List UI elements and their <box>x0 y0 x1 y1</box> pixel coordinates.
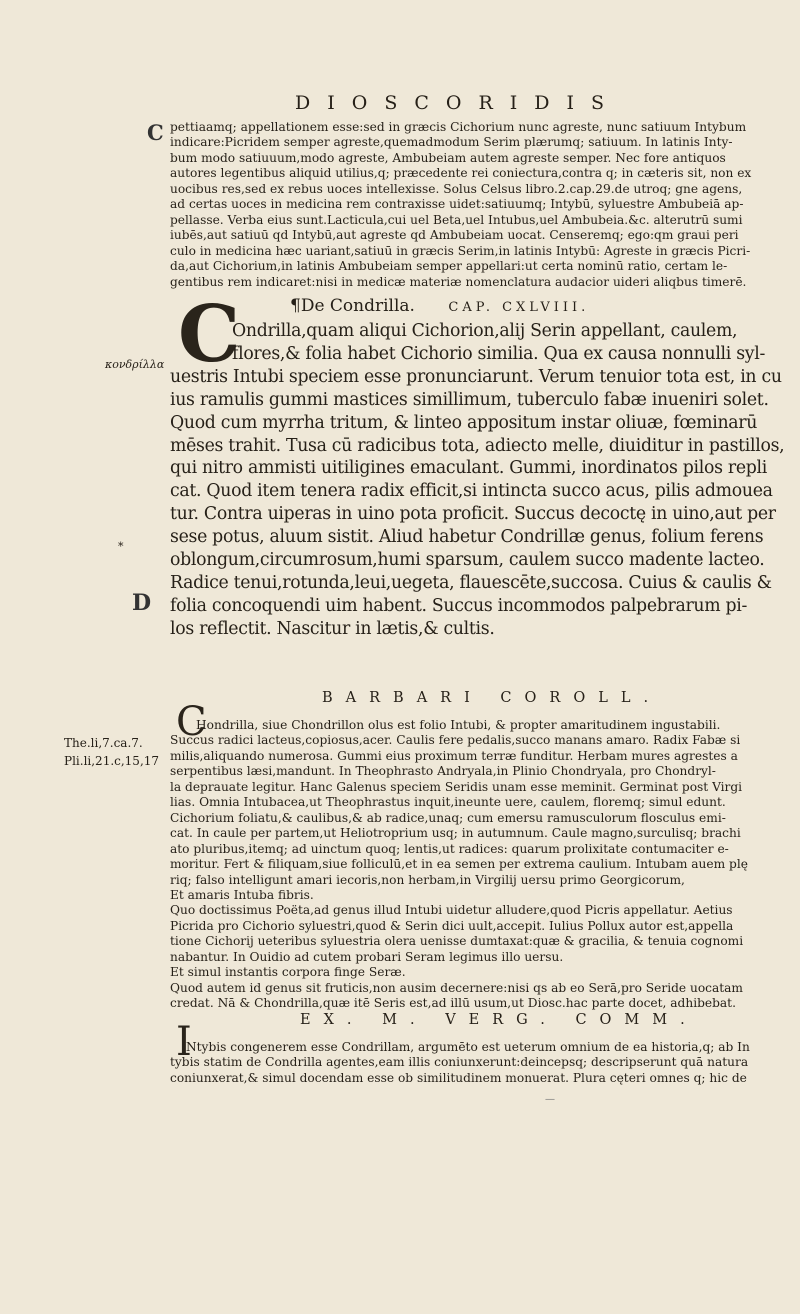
text-line: mēses trahit. Tusa cū radicibus tota, adiecto melle, diuiditur in pastillos, <box>170 435 785 456</box>
verg-heading: EX. M. VERG. COMM. <box>300 1012 698 1028</box>
text-line: Ondrilla,quam aliqui Cichorion,alij Serin appellant, caulem, <box>232 321 738 341</box>
text-line: oblongum,circumrosum,humi sparsum, caulem succo madente lacteo. <box>170 550 765 571</box>
text-line: ato pluribus,itemq; ad uinctum quoq; lentis,ut radices: quarum prolixitate contumaciter e- <box>170 841 729 856</box>
margin-note-pliny-ref: Pli.li,21.c,15,17 <box>64 754 160 768</box>
text-line: Quod cum myrrha tritum, & linteo appositum instar oliuæ, fœminarū <box>170 412 758 433</box>
margin-mark-d: D <box>132 590 152 616</box>
chapter-title: ¶De Condrilla. <box>290 296 415 316</box>
text-line: los reflectit. Nascitur in lætis,& cultis. <box>170 618 495 639</box>
text-line: Cichorium foliatu,& caulibus,& ab radice,unaq; cum emersu ramusculorum flosculus emi- <box>170 810 726 825</box>
text-line: lias. Omnia Intubacea,ut Theophrastus inquit,ineunte uere, caulem, floremq; simul edunt. <box>170 795 726 810</box>
text-line: qui nitro ammisti uitiligines emaculant. Gummi, inordinatos pilos repli <box>170 458 767 479</box>
text-line: coniunxerat,& simul docendam esse ob similitudinem monuerat. Plura cęteri omnes q; hic de <box>170 1070 747 1085</box>
page-ornament: — <box>545 1094 555 1105</box>
text-line: moritur. Fert & filiquam,siue folliculū,et in ea semen per extrema caulium. Intubam auem plę <box>170 857 748 872</box>
text-line: tybis statim de Condrilla agentes,eam illis coniunxerunt:deincepsq; descripserunt quā natura <box>170 1055 749 1070</box>
chapter-text <box>170 320 797 641</box>
text-line: Quod autem id genus sit fruticis,non ausim decernere:nisi qs ab eo Serā,pro Seride uocatam <box>170 980 743 995</box>
text-line: Succus radici lacteus,copiosus,acer. Caulis fere pedalis,succo manans amaro. Radix Fabæ si <box>170 733 741 748</box>
chapter-number: CAP. CXLVIII. <box>448 300 590 315</box>
text-line: culo in medicina hæc uariant,satiuū in græcis Serim,in latinis Intybū: Agreste in græcis Picri- <box>170 243 751 258</box>
chapter-heading <box>290 296 589 316</box>
margin-mark-c: C <box>147 120 164 145</box>
text-line: milis,aliquando numerosa. Gummi eius proximum terræ funditur. Herbam mures agrestes a <box>170 748 738 763</box>
text-line: tione Cichorij ueteribus syluestria olera uenisse dumtaxat:quæ & gracilia, & tenuia cognomi <box>170 934 744 949</box>
text-line: ius ramulis gummi mastices simillimum, tuberculo fabæ inueniri solet. <box>170 389 769 410</box>
text-line: flores,& folia habet Cichorio similia. Qua ex causa nonnulli syl- <box>232 343 765 364</box>
text-line: cat. Quod item tenera radix efficit,si intincta succo acus, pilis admouea <box>170 481 773 502</box>
text-line: Ntybis congenerem esse Condrillam, argumēto est ueterum omnium de ea historia,q; ab In <box>186 1040 750 1054</box>
barbari-heading: BARBARI COROLL. <box>322 690 662 706</box>
margin-note-greek: κονδρίλλα <box>105 358 165 371</box>
text-line: bum modo satiuuum,modo agreste, Ambubeiam autem agreste semper. Nec fore antiquos <box>170 150 726 165</box>
text-line: autores legentibus aliquid utilius,q; præcedente rei coniectura,contra q; in cæteris sit, non ex <box>170 166 752 181</box>
text-line: da,aut Cichorium,in latinis Ambubeiam semper appellari:ut certa nominū ratio, certam le- <box>170 259 728 274</box>
margin-note-theophrastus-ref: The.li,7.ca.7. <box>64 736 143 750</box>
text-line: riq; falso intelligunt amari iecoris,non herbam,in Virgilij uersu primo Georgicorum, <box>170 872 685 887</box>
text-line: pettiaamq; appellationem esse:sed in græcis Cichorium nunc agreste, nunc satiuum Intybum <box>170 120 747 134</box>
text-line: credat. Nā & Chondrilla,quæ itē Seris est,ad illū usum,ut Diosc.hac parte docet, adhibebat. <box>170 996 736 1011</box>
text-line: Et simul instantis corpora finge Seræ. <box>170 965 406 980</box>
text-line: iubēs,aut satiuū qd Intybū,aut agreste qd Ambubeiam uocat. Censeremq; ego:qm graui peri <box>170 228 739 243</box>
text-line: Picrida pro Cichorio syluestri,quod & Serin dici uult,accepit. Iulius Pollux autor est,appella <box>170 918 734 933</box>
verg-text <box>170 1040 797 1086</box>
text-line: uocibus res,sed ex rebus uoces intellexisse. Solus Celsus libro.2.cap.29.de utroq; gne agens, <box>170 181 743 196</box>
text-line: indicare:Picridem semper agreste,quemadmodum Serim plærumq; satiuum. In latinis Inty- <box>170 135 733 150</box>
text-line: sese potus, aluum sistit. Aliud habetur Condrillæ genus, folium ferens <box>170 527 764 548</box>
text-line: uestris Intubi speciem esse pronunciarunt. Verum tenuior tota est, in cu <box>170 366 782 387</box>
text-line: serpentibus læsi,mandunt. In Theophrasto Andryala,in Plinio Chondryala, pro Chondryl- <box>170 764 716 779</box>
barbari-text <box>170 718 797 1012</box>
text-line: tur. Contra uiperas in uino pota proficit. Succus decoctę in uino,aut per <box>170 504 776 525</box>
text-line: Radice tenui,rotunda,leui,uegeta, flauescēte,succosa. Cuius & caulis & <box>170 572 772 593</box>
text-line: cat. In caule per partem,ut Heliotroprium usq; in autumnum. Caule magno,surculisq; brachi <box>170 826 741 841</box>
text-line: Quo doctissimus Poëta,ad genus illud Intubi uidetur alludere,quod Picris appellatur. Aetius <box>170 903 733 918</box>
verg-dropcap: I <box>176 1019 192 1065</box>
text-line: nabantur. In Ouidio ad cutem probari Seram legimus illo uersu. <box>170 949 564 964</box>
running-head: DIOSCORIDIS <box>295 92 622 114</box>
text-line: ad certas uoces in medicina rem contraxisse uidet:satiuumq; Intybū, syluestre Ambubeiā ap- <box>170 197 744 212</box>
top-commentary <box>170 120 797 290</box>
text-line: Hondrilla, siue Chondrillon olus est folio Intubi, & propter amaritudinem ingustabili. <box>196 718 721 732</box>
text-line: Et amaris Intuba fibris. <box>170 887 314 902</box>
margin-note-star: * <box>118 540 124 553</box>
text-line: gentibus rem indicaret:nisi in medicæ materiæ nomenclatura audacior uideri aliqbus timerē. <box>170 274 747 289</box>
chapter-dropcap: C <box>178 289 241 380</box>
barbari-dropcap: C <box>176 699 207 745</box>
text-line: pellasse. Verba eius sunt.Lacticula,cui uel Beta,uel Intubus,uel Ambubeia.&c. alterutrū sumi <box>170 212 743 227</box>
text-line: folia concoquendi uim habent. Succus incommodos palpebrarum pi- <box>170 595 748 616</box>
text-line: la deprauate legitur. Hanc Galenus speciem Seridis unam esse meminit. Germinat post Virgi <box>170 779 743 794</box>
